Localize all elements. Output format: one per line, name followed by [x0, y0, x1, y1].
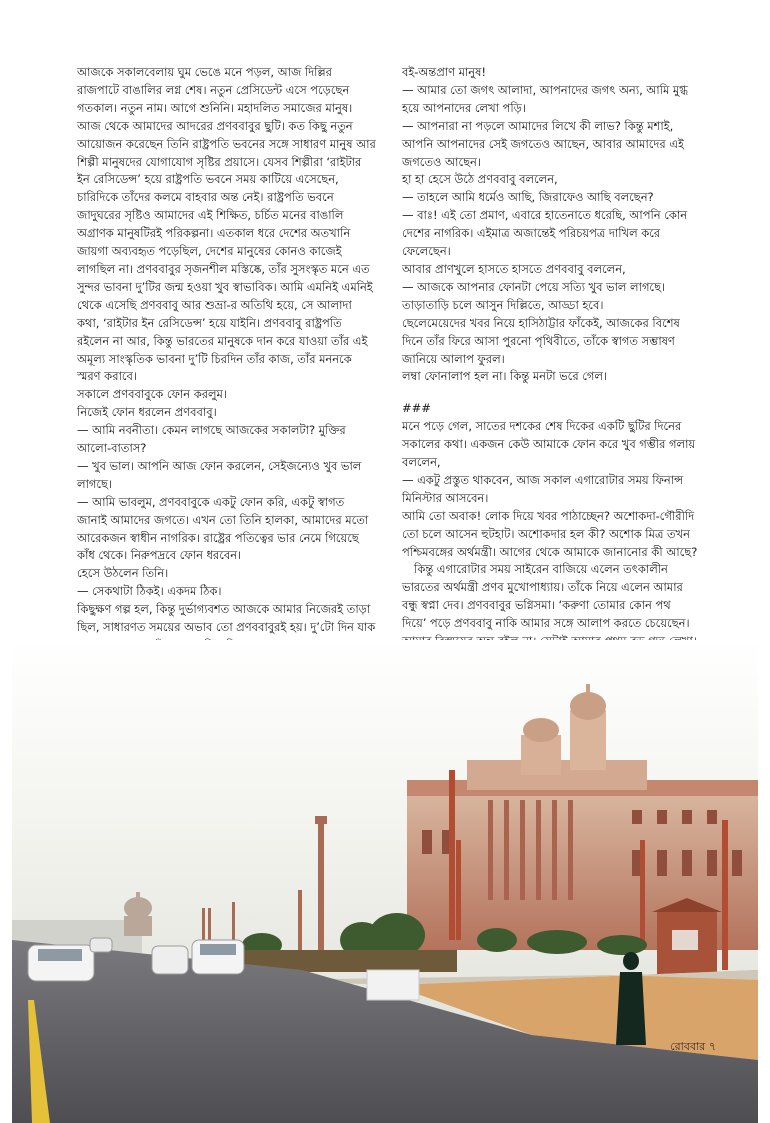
dialogue-line: — আপনারা না পড়লে আমাদের লিখে কী লাভ? কিন্তু মশাই, আপনি আপনাদের সেই জগতেও আছেন, আবার আমাদের এই জগতেও আছেন। — [402, 118, 684, 169]
paragraph: হা হা হেসে উঠে প্রণববাবু বললেন, — [402, 172, 558, 187]
paragraph: মনে পড়ে গেল, সাতের দশকের শেষ দিকের একটি ছুটির দিনের সকালের কথা। একজন কেউ আমাকে ফোন করে খুব গম্ভীর গলায় বললেন, — [402, 419, 696, 470]
paragraph: বই-অন্তপ্রাণ মানুষ! — [402, 65, 486, 79]
dialogue-line: — আমি ভাবলুম, প্রণববাবুকে একটু ফোন করি, একটু স্বাগত জানাই আমাদের জগতে। এখন তো তিনি হালকা, আমাদের মতো আরেকজন স্বাধীন নাগরিক। রাষ্ট্রের পতিত্বের ভার নেমে গিয়েছে কাঁধ থেকে। নিরুপদ্রবে ফোন ধরবেন। — [77, 494, 369, 563]
paragraph: কিছুক্ষণ গল্প হল, কিন্তু দুর্ভাগ্যবশত আজকে আমার নিজেরই তাড়া ছিল, সাধারণত সময়ের অভাব তো প্রণববাবুরই হয়। দু’টো দিন যাক — [77, 602, 376, 635]
dialogue-line: — সেকথাটা ঠিকই। একদম ঠিক। — [77, 584, 222, 599]
page-footer: রোববার ৭ — [670, 1040, 716, 1053]
paragraph: ছেলেমেয়েদের খবর নিয়ে হাসিঠাট্টার ফাঁকেই, আজকের বিশেষ দিনে তাঁর ফিরে আসা পুরনো পৃথিবীতে, তাঁকে স্বাগত সম্ভাষণ জানিয়ে আলাপ ফুরল। — [402, 315, 680, 366]
dialogue-line: — খুব ভাল। আপনি আজ ফোন করলেন, সেইজন্যেও খুব ভাল লাগছে। — [77, 458, 362, 491]
paragraph: আবার প্রাণখুলে হাসতে হাসতে প্রণববাবু বললেন, — [402, 261, 626, 276]
dialogue-line: — আমি নবনীতা। কেমন লাগছে আজকের সকালটা? মুক্তির আলো-বাতাস? — [77, 423, 346, 456]
dialogue-line: — আমার তো জগৎ আলাদা, আপনাদের জগৎ অন্য, আমি মুগ্ধ হয়ে আপনাদের লেখা পড়ি। — [402, 82, 688, 115]
section-separator: ### — [402, 401, 431, 416]
dialogue-line: — একটু প্রস্তুত থাকবেন, আজ সকাল এগারোটার সময় ফিনান্স মিনিস্টার আসবেন। — [402, 472, 684, 505]
paragraph: সকালে প্রণববাবুকে ফোন করলুম। — [77, 387, 227, 402]
paragraph: হেসে উঠলেন তিনি। — [77, 566, 169, 581]
dialogue-line: — বাঃ! এই তো প্রমাণ, এবারে হাতেনাতে ধরেছি, আপনি কোন দেশের নাগরিক। এইমাত্র অজান্তেই পরিচয়পত্র দাখিল করে ফেলেছেন। — [402, 208, 688, 259]
paragraph: লম্বা ফোনালাপ হল না। কিন্তু মনটা ভরে গেল। — [402, 369, 607, 384]
dialogue-line: — আজকে আপনার ফোনটা পেয়ে সত্যি খুব ভাল লাগছে। তাড়াতাড়ি চলে আসুন দিল্লিতে, আড্ডা হবে। — [402, 279, 666, 312]
right-column — [402, 64, 698, 669]
paragraph: নিজেই ফোন ধরলেন প্রণববাবু। — [77, 405, 217, 420]
paragraph: আজকে সকালবেলায় ঘুম ভেঙে মনে পড়ল, আজ দিল্লির রাজপাটে বাঙালির লগ্ন শেষ। নতুন প্রেসিডেন্ট এসে পড়েছেন গতকাল। নতুন নাম। আগে শুনিনি। মহাদলিত সমাজের মানুষ। আজ থেকে আমাদের আদরের প্রণববাবুর ছুটি। কত কিছু নতুন আয়োজন করেছেন তিনি রাষ্ট্রপতি ভবনের সঙ্গে সাধারণ মানুষ আর শিল্পী মানুষদের যোগাযোগ সৃষ্টির প্রয়াসে। যেসব শিল্পীরা ‘রাইটার ইন রেসিডেন্স’ হয়ে রাষ্ট্রপতি ভবনে সময় কাটিয়ে এসেছেন, চারিদিকে তাঁদের কলমে বাহবার অন্ত নেই। রাষ্ট্রপতি ভবনে জাদুঘরের সৃষ্টিও আমাদের এই শিক্ষিত, চর্চিত মনের বাঙালি অগ্রাণক মানুষটিরই পরিকল্পনা। এতকাল ধরে দেশের অতখানি জায়গা অব্যবহৃত পড়েছিল, দেশের মানুষের কোনও কাজেই লাগছিল না। প্রণববাবুর সৃজনশীল মস্তিষ্কে, তাঁর সুসংস্কৃত মনে এত সুন্দর ভাবনা দু’টির জন্ম হওয়া খুব স্বাভাবিক। আমি এমনিই এমনিই থেকে এসেছি প্রণববাবু আর শুভ্রা-র অতিথি হয়ে, সে আলাদা কথা, ‘রাইটার ইন রেসিডেন্স’ হয়ে যাইনি। প্রণববাবু রাষ্ট্রপতি রইলেন না আর, কিন্তু ভারতের মানুষকে দান করে যাওয়া তাঁর এই অমূল্য সাংস্কৃতিক ভাবনা দু’টি চিরদিন তাঁর কাজ, তাঁর মননকে স্মরণ করাবে। — [77, 65, 376, 384]
photo-rashtrapati-bhavan-street — [12, 640, 758, 1123]
paragraph: আমি তো অবাক! লোক দিয়ে খবর পাঠাচ্ছেন? অশোকদা-গৌরীদি তো চলে আসেন হুটহাট। অশোকদার হল কী? অশোক মিত্র তখন পশ্চিমবঙ্গের অর্থমন্ত্রী। আগের থেকে আমাকে জানানোর কী আছে? — [402, 508, 698, 559]
dialogue-line: — তাহলে আমি ধর্মেও আছি, জিরাফেও আছি বলছেন? — [402, 190, 654, 205]
paragraph: কিন্তু এগারোটার সময় সাইরেন বাজিয়ে এলেন তৎকালীন ভারতের অর্থমন্ত্রী প্রণব মুখোপাধ্যায়। তাঁকে নিয়ে এলেন আমার বন্ধু স্বপ্না দেব। প্রণববাবুর ভগ্নিসমা। ‘করুণা তোমার কোন পথ দিয়ে’ পড়ে প্রণববাবু নাকি আমার সঙ্গে আলাপ করতে চেয়েছেন। — [402, 562, 690, 631]
